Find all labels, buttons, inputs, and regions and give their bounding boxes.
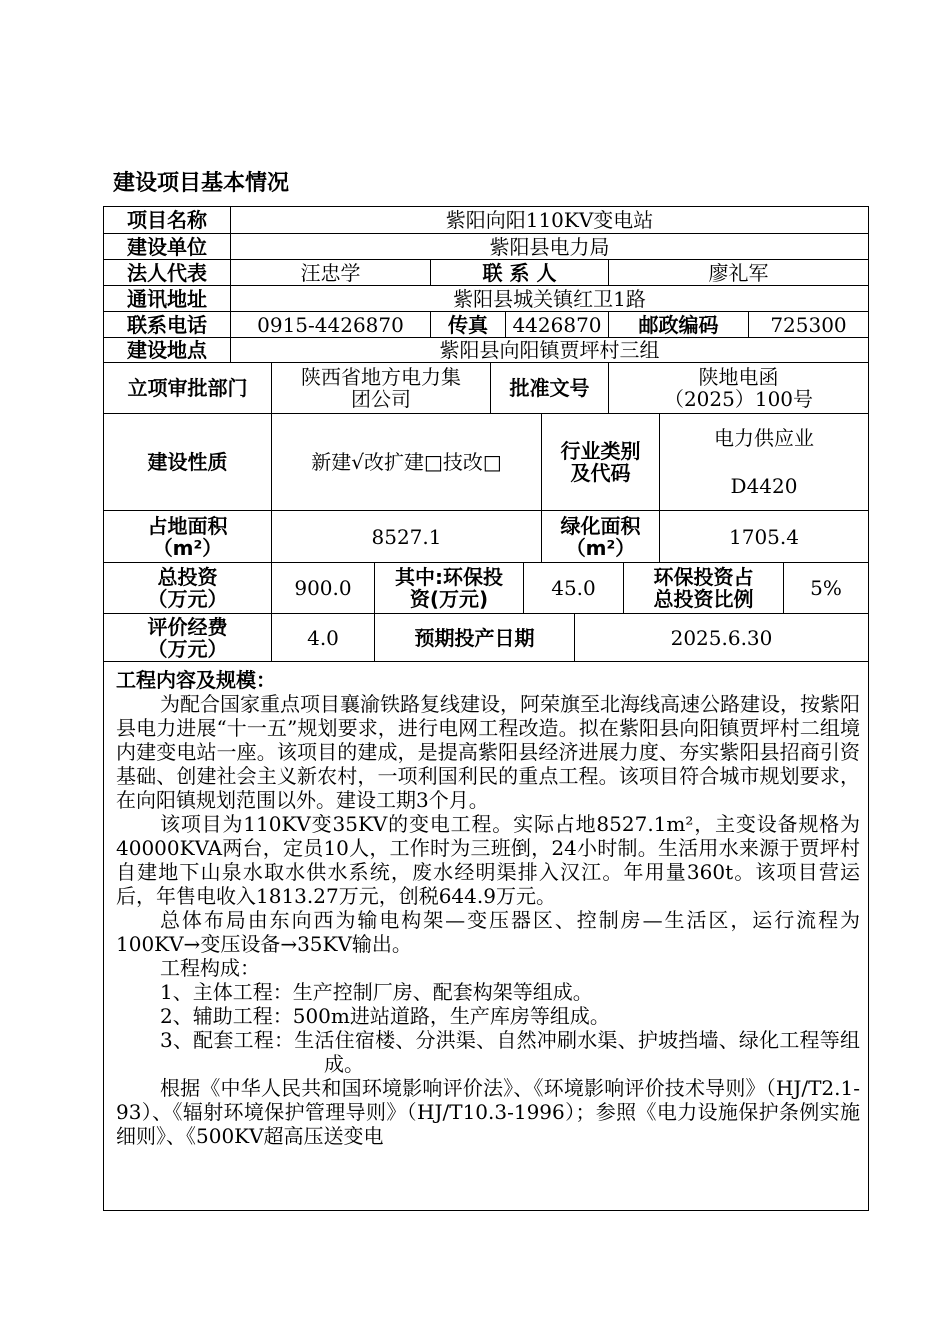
- contact-label: 联 系 人: [431, 260, 609, 285]
- env-invest-label-line2: 资(万元): [409, 587, 489, 611]
- green-label-line1: 绿化面积: [560, 513, 641, 538]
- row-legal: [104, 260, 868, 286]
- row-approval: [104, 363, 868, 414]
- green-area-value: 1705.4: [729, 524, 799, 549]
- zip-label: 邮政编码: [609, 312, 749, 337]
- fee-label: [104, 614, 272, 661]
- legal-value: 汪忠学: [231, 260, 431, 285]
- row-unit: [104, 234, 868, 260]
- legal-label: 法人代表: [104, 260, 231, 285]
- invest-value: 900.0: [272, 563, 375, 613]
- content-item-1: 1、主体工程：生产控制厂房、配套构架等组成。: [160, 980, 593, 1004]
- phone-label: 联系电话: [104, 312, 231, 337]
- content-paragraph-5: 根据《中华人民共和国环境影响评价法》、《环境影响评价技术导则》（HJ/T2.1-93）、《辐射环境保护管理导则》（HJ/T10.3-1996）；参照《电力设施保护条例实施细则》、《500KV超高压送变电: [116, 1076, 860, 1148]
- row-fee: [104, 614, 868, 662]
- approval-doc: [609, 363, 868, 413]
- approval-dept-line2: 团公司: [351, 387, 411, 411]
- env-invest-label-line1: 其中:环保投: [395, 565, 503, 589]
- area-value: 8527.1: [272, 511, 542, 562]
- env-invest-label: [375, 563, 524, 613]
- approval-dept-line1: 陕西省地方电力集: [301, 365, 461, 389]
- invest-label-line1: 总投资: [157, 565, 218, 589]
- production-date-label: 预期投产日期: [375, 614, 575, 661]
- unit-label: 建设单位: [104, 234, 231, 259]
- row-address: [104, 286, 868, 312]
- row-area: [104, 511, 868, 563]
- page-title: 建设项目基本情况: [113, 171, 290, 196]
- content-paragraph-4: 工程构成：: [160, 956, 260, 980]
- industry-label: [542, 414, 660, 510]
- env-ratio-value: 5%: [810, 576, 842, 600]
- address-label: 通讯地址: [104, 286, 231, 311]
- phone-value: 0915-4426870: [231, 312, 431, 337]
- row-phone: [104, 312, 868, 338]
- industry-name: 电力供应业: [714, 426, 814, 450]
- approval-doc-line2: （2025）100号: [663, 387, 814, 411]
- unit-value: 紫阳县电力局: [489, 234, 610, 259]
- industry-label-line1: 行业类别: [560, 439, 641, 463]
- area-label-line1: 占地面积: [147, 513, 228, 538]
- nature-value: 新建√改扩建□技改□: [272, 414, 542, 510]
- project-info-table: [103, 206, 869, 1211]
- row-site: [104, 338, 868, 363]
- content-paragraph-1: 为配合国家重点项目襄渝铁路复线建设，阿荣旗至北海线高速公路建设，按紫阳县电力进展“十一五”规划要求，进行电网工程改造。拟在紫阳县向阳镇贾坪村二组境内建变电站一座。该项目的建成，是提高紫阳县经济进展力度、夯实紫阳县招商引资基础、创建社会主义新农村，一项利国利民的重点工程。该项目符合城市规划要求，在向阳镇规划范围以外。建设工期3个月。: [116, 692, 860, 812]
- industry-code: D4420: [730, 474, 798, 498]
- production-date-value: 2025.6.30: [670, 625, 773, 650]
- fee-label-line1: 评价经费: [147, 614, 228, 639]
- approval-doc-label: 批准文号: [491, 363, 609, 413]
- env-invest-value: 45.0: [524, 563, 624, 613]
- fee-label-line2: （万元）: [147, 636, 228, 661]
- content-label: 工程内容及规模：: [116, 668, 276, 692]
- nature-label: 建设性质: [104, 414, 272, 510]
- row-nature: [104, 414, 868, 511]
- env-ratio-label-line2: 总投资比例: [653, 587, 754, 611]
- area-label-line2: （m²）: [152, 535, 223, 560]
- env-ratio-label: [624, 563, 784, 613]
- approval-label: 立项审批部门: [104, 363, 272, 413]
- env-ratio-label-line1: 环保投资占: [653, 565, 754, 589]
- site-value: 紫阳县向阳镇贾坪村三组: [439, 338, 660, 362]
- green-label-line2: （m²）: [565, 535, 636, 560]
- invest-label-line2: （万元）: [147, 587, 228, 611]
- approval-dept: [272, 363, 491, 413]
- content-item-2: 2、辅助工程：500m进站道路，生产库房等组成。: [160, 1004, 610, 1028]
- content-paragraph-2: 该项目为110KV变35KV的变电工程。实际占地8527.1m²，主变设备规格为40000KVA两台，定员10人，工作时为三班倒，24小时制。生活用水来源于贾坪村自建地下山泉水取水供水系统，废水经明渠排入汉江。年用量360t。该项目营运后，年售电收入1813.27万元，创税644.9万元。: [116, 812, 860, 908]
- invest-label: [104, 563, 272, 613]
- project-name-label: 项目名称: [104, 207, 231, 233]
- project-content: [104, 662, 868, 1210]
- content-item-3: 3、配套工程：生活住宿楼、分洪渠、自然冲刷水渠、护坡挡墙、绿化工程等组成。: [160, 1028, 860, 1076]
- approval-doc-line1: 陕地电函: [698, 365, 779, 389]
- green-area-label: [542, 511, 660, 562]
- fee-value: 4.0: [272, 614, 375, 661]
- fax-label: 传真: [431, 312, 506, 337]
- row-project-name: [104, 207, 868, 234]
- fax-value: 4426870: [506, 312, 609, 337]
- project-name-value: 紫阳向阳110KV变电站: [445, 208, 654, 232]
- industry-label-line2: 及代码: [570, 461, 631, 485]
- industry-value: [660, 414, 868, 510]
- address-value: 紫阳县城关镇红卫1路: [453, 286, 646, 311]
- zip-value: 725300: [770, 312, 847, 337]
- content-paragraph-3: 总体布局由东向西为输电构架—变压器区、控制房—生活区，运行流程为100KV→变压设备→35KV输出。: [116, 908, 860, 956]
- contact-value: 廖礼军: [708, 260, 769, 285]
- row-investment: [104, 563, 868, 614]
- site-label: 建设地点: [104, 338, 231, 362]
- area-label: [104, 511, 272, 562]
